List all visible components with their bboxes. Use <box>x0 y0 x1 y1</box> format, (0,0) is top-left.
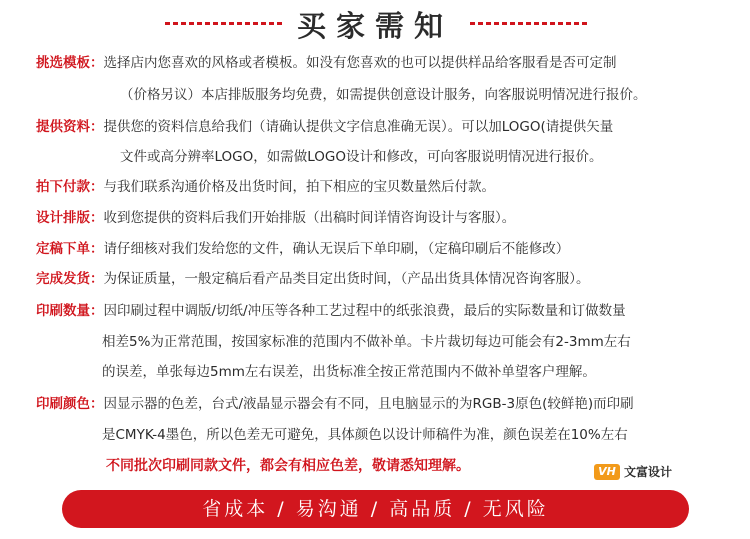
title-right-dots <box>470 22 587 25</box>
title-row <box>0 8 750 44</box>
notice-label: 设计排版： <box>36 210 104 226</box>
brand-logo-icon: VH <box>594 464 620 480</box>
notice-item-design <box>36 203 726 233</box>
notice-text-continued: 文件或高分辨率LOGO，如需做LOGO设计和修改，可向客服说明情况进行报价。 <box>120 149 603 165</box>
notice-label: 定稿下单： <box>36 241 104 257</box>
brand-name: 文富设计 <box>624 465 673 479</box>
notice-text-continued: 相差5%为正常范围，按国家标准的范围内不做补单。卡片裁切每边可能会有2-3mm左右 <box>102 334 631 350</box>
notice-item-payment <box>36 172 726 202</box>
notice-label: 提供资料： <box>36 119 104 135</box>
notice-item-order <box>36 234 726 264</box>
notice-label: 印刷数量： <box>36 303 104 319</box>
notice-text: 为保证质量，一般定稿后看产品类目定出货时间，（产品出货具体情况咨询客服）。 <box>103 271 590 287</box>
notice-text-continued: （价格另议）本店排版服务均免费，如需提供创意设计服务，向客服说明情况进行报价。 <box>120 87 647 103</box>
notice-text: 提供您的资料信息给我们（请确认提供文字信息准确无误）。可以加LOGO(请提供矢量 <box>103 119 614 135</box>
color-difference-warning: 不同批次印刷同款文件，都会有相应色差，敬请悉知理解。 <box>106 458 470 474</box>
notice-item-materials <box>36 112 726 142</box>
notice-text: 请仔细核对我们发给您的文件，确认无误后下单印刷，（定稿印刷后不能修改） <box>103 241 570 257</box>
notice-item-shipping <box>36 264 726 294</box>
brand-logo <box>594 463 672 480</box>
notice-label: 挑选模板： <box>36 55 104 71</box>
notice-text: 与我们联系沟通价格及出货时间，拍下相应的宝贝数量然后付款。 <box>103 179 495 195</box>
notice-text: 收到您提供的资料后我们开始排版（出稿时间详情咨询设计与客服）。 <box>103 210 516 226</box>
notice-item-template <box>36 48 726 78</box>
notice-text: 因印刷过程中调版/切纸/冲压等各种工艺过程中的纸张浪费，最后的实际数量和订做数量 <box>103 303 626 319</box>
notice-label: 拍下付款： <box>36 179 104 195</box>
notice-label: 印刷颜色： <box>36 396 104 412</box>
notice-text: 因显示器的色差，台式/液晶显示器会有不同，且电脑显示的为RGB-3原色(较鲜艳)而印刷 <box>103 396 634 412</box>
notice-text-continued: 的误差，单张每边5mm左右误差，出货标准全按正常范围内不做补单望客户理解。 <box>102 364 596 380</box>
notice-text: 选择店内您喜欢的风格或者模板。如没有您喜欢的也可以提供样品给客服看是否可定制 <box>103 55 617 71</box>
promise-banner: 省成本 / 易沟通 / 高品质 / 无风险 <box>62 490 689 528</box>
notice-item-quantity <box>36 296 726 326</box>
notice-label: 完成发货： <box>36 271 104 287</box>
notice-item-color <box>36 389 726 419</box>
page-title: 买家需知 <box>296 9 453 43</box>
notice-text-continued: 是CMYK-4墨色，所以色差无可避免，具体颜色以设计师稿件为准，颜色误差在10%左右 <box>102 427 628 443</box>
